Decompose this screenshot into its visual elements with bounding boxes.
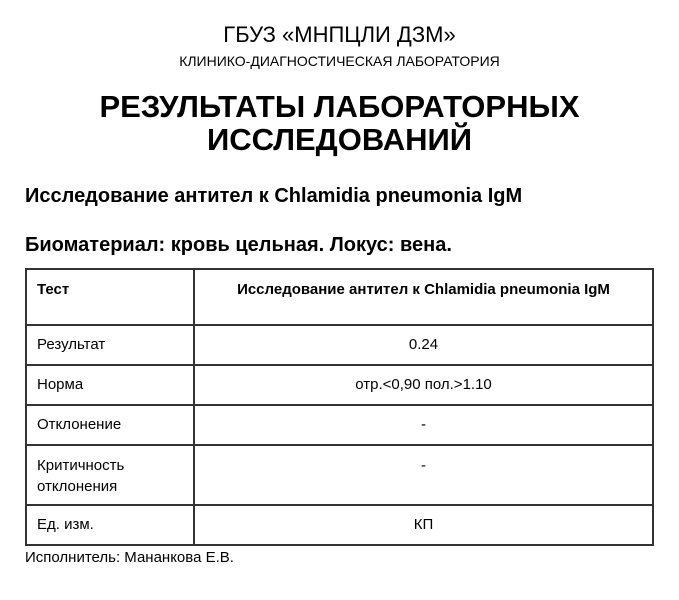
title-line-2: ИССЛЕДОВАНИЙ <box>206 122 473 157</box>
table-row-units <box>26 505 653 545</box>
row-label: Отклонение <box>26 405 194 445</box>
biomaterial-info: Биоматериал: кровь цельная. Локус: вена. <box>25 234 452 256</box>
table-row-norm <box>26 365 653 405</box>
executor-signature: Исполнитель: Мананкова Е.В. <box>25 549 234 566</box>
row-label: Ед. изм. <box>26 505 194 545</box>
row-value: КП <box>194 505 653 545</box>
organization-name: ГБУЗ «МНПЦЛИ ДЗМ» <box>223 22 456 47</box>
study-name: Исследование антител к Chlamidia pneumonia IgM <box>25 185 523 207</box>
row-value: - <box>194 445 653 505</box>
row-value: - <box>194 405 653 445</box>
row-label: Результат <box>26 325 194 365</box>
table-header-row <box>26 269 653 325</box>
title-line-1: РЕЗУЛЬТАТЫ ЛАБОРАТОРНЫХ <box>99 89 580 124</box>
table-row-result <box>26 325 653 365</box>
row-label: Критичность отклонения <box>26 445 194 505</box>
results-table <box>25 268 654 546</box>
header-value: Исследование антител к Chlamidia pneumonia IgM <box>194 269 653 325</box>
page-title <box>0 90 679 156</box>
header-label: Тест <box>26 269 194 325</box>
table-row-deviation <box>26 405 653 445</box>
row-label: Норма <box>26 365 194 405</box>
table-row-criticality <box>26 445 653 505</box>
row-value: 0.24 <box>194 325 653 365</box>
row-value: отр.<0,90 пол.>1.10 <box>194 365 653 405</box>
department-name: КЛИНИКО-ДИАГНОСТИЧЕСКАЯ ЛАБОРАТОРИЯ <box>179 53 500 69</box>
